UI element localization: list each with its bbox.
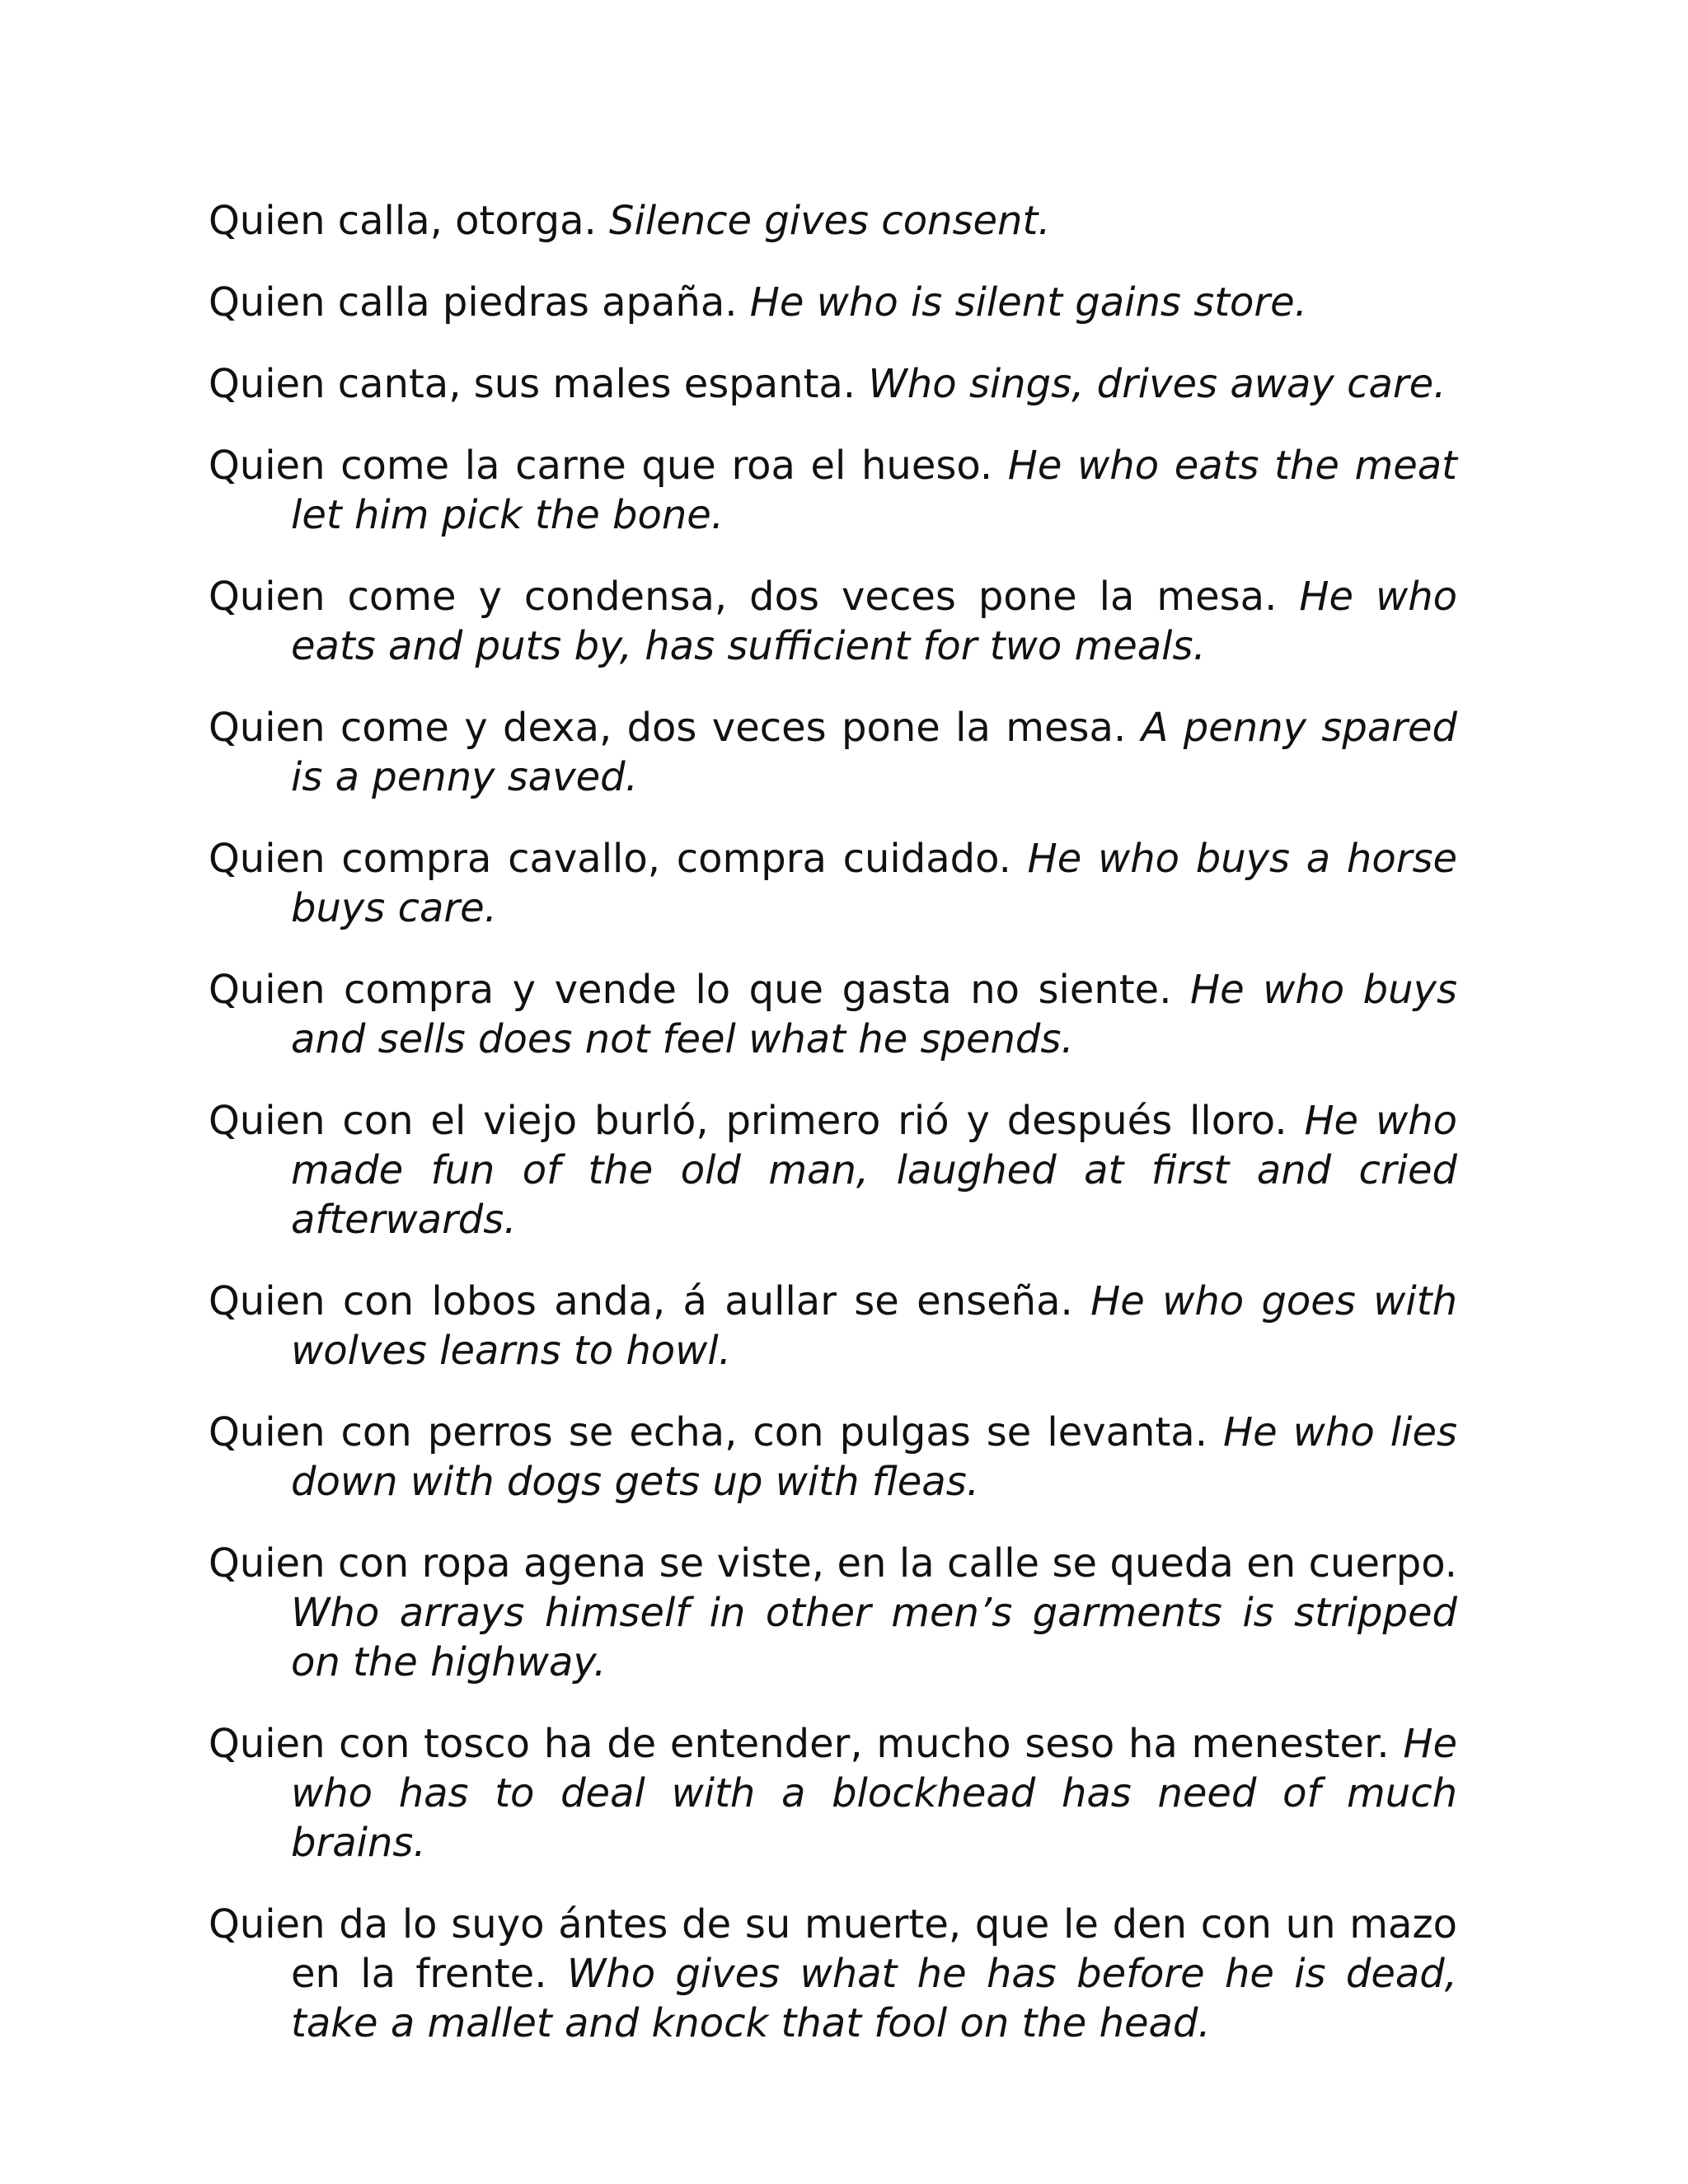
english-translation: He who is silent gains store. xyxy=(749,279,1307,326)
spanish-proverb: Quien da lo suyo ántes de su muerte, que le den con un mazo en la frente. xyxy=(209,1901,1457,1997)
proverb-entry xyxy=(209,1719,1457,1868)
english-translation: Who gives what he has before he is dead, take a mallet and knock that fool on the head. xyxy=(291,1951,1458,2046)
proverb-entry xyxy=(209,965,1457,1064)
spanish-proverb: Quien compra cavallo, compra cuidado. xyxy=(209,836,1011,882)
spanish-proverb: Quien calla, otorga. xyxy=(209,198,597,244)
spanish-proverb: Quien canta, sus males espanta. xyxy=(209,361,856,407)
english-translation: He who buys a horse buys care. xyxy=(291,836,1457,931)
proverb-entry xyxy=(209,441,1457,540)
spanish-proverb: Quien con perros se echa, con pulgas se levanta. xyxy=(209,1409,1207,1455)
spanish-proverb: Quien calla piedras apaña. xyxy=(209,279,738,326)
proverb-entry xyxy=(209,1277,1457,1376)
english-translation: He who has to deal with a blockhead has need of much brains. xyxy=(291,1721,1458,1866)
english-translation: He who buys and sells does not feel what he spends. xyxy=(291,967,1457,1062)
proverb-entry xyxy=(209,834,1457,933)
spanish-proverb: Quien con lobos anda, á aullar se enseña. xyxy=(209,1278,1073,1324)
spanish-proverb: Quien compra y vende lo que gasta no siente. xyxy=(209,967,1172,1013)
spanish-proverb: Quien come y dexa, dos veces pone la mesa. xyxy=(209,705,1127,751)
proverb-entry xyxy=(209,572,1457,671)
english-translation: He who goes with wolves learns to howl. xyxy=(291,1278,1458,1374)
spanish-proverb: Quien come la carne que roa el hueso. xyxy=(209,443,993,489)
english-translation: He who eats the meat let him pick the bone. xyxy=(291,443,1458,538)
english-translation: He who eats and puts by, has sufficient for two meals. xyxy=(291,574,1458,669)
english-translation: Who arrays himself in other men’s garments is stripped on the highway. xyxy=(291,1590,1457,1685)
proverb-entry xyxy=(209,1408,1457,1507)
english-translation: Silence gives consent. xyxy=(609,198,1051,244)
english-translation: A penny spared is a penny saved. xyxy=(291,705,1457,800)
proverb-entry xyxy=(209,1900,1457,2048)
english-translation: Who sings, drives away care. xyxy=(868,361,1447,407)
proverb-list xyxy=(209,196,1457,2080)
spanish-proverb: Quien come y condensa, dos veces pone la mesa. xyxy=(209,574,1278,620)
spanish-proverb: Quien con tosco ha de entender, mucho seso ha menester. xyxy=(209,1721,1390,1767)
proverb-entry xyxy=(209,703,1457,802)
proverb-entry xyxy=(209,278,1457,327)
spanish-proverb: Quien con el viejo burló, primero rió y después lloro. xyxy=(209,1098,1287,1144)
english-translation: He who lies down with dogs gets up with fleas. xyxy=(291,1409,1457,1505)
proverb-entry xyxy=(209,1539,1457,1687)
proverb-entry xyxy=(209,1096,1457,1244)
spanish-proverb: Quien con ropa agena se viste, en la calle se queda en cuerpo. xyxy=(209,1540,1457,1586)
proverb-entry xyxy=(209,196,1457,246)
proverb-entry xyxy=(209,359,1457,409)
english-translation: He who made fun of the old man, laughed at first and cried afterwards. xyxy=(291,1098,1457,1243)
